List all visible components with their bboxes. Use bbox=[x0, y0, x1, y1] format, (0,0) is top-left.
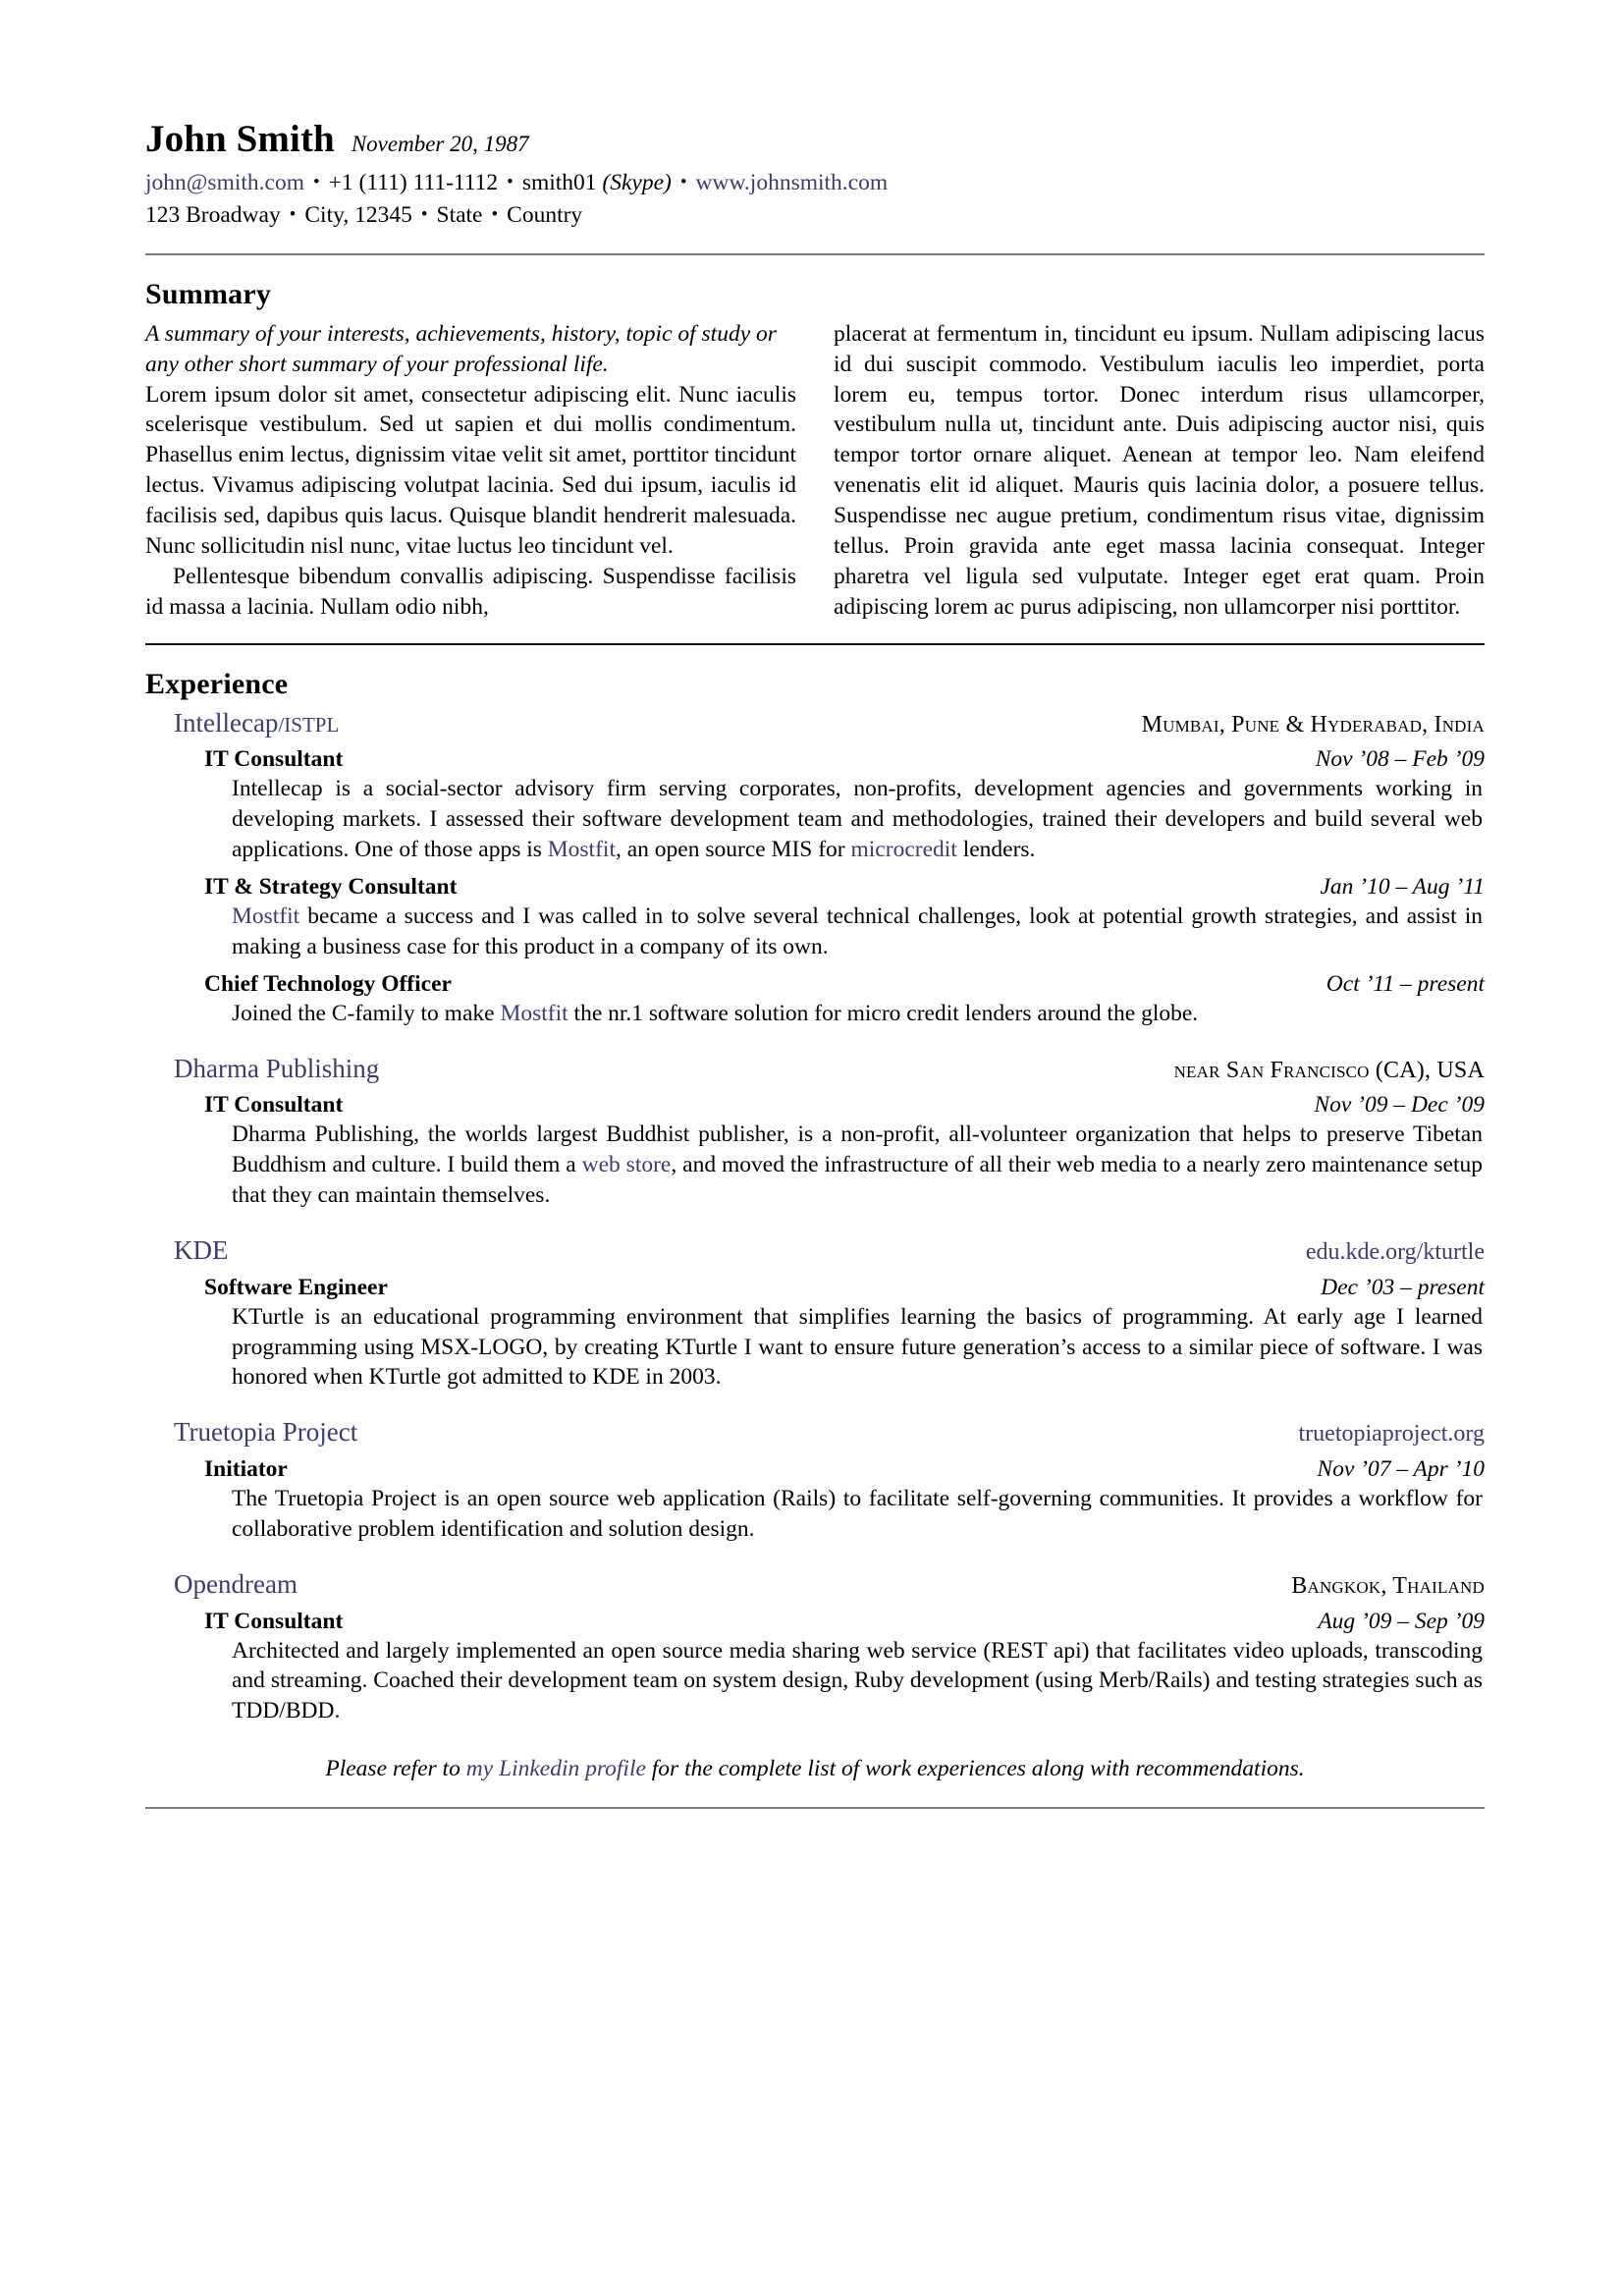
contact-line-address bbox=[145, 199, 1485, 232]
experience-org-name[interactable]: KDE bbox=[174, 1235, 229, 1266]
bullet-separator-icon: • bbox=[679, 172, 687, 192]
linkedin-profile-link[interactable]: my Linkedin profile bbox=[465, 1756, 646, 1782]
address-country: Country bbox=[507, 202, 583, 229]
experience-role-title: Chief Technology Officer bbox=[204, 970, 452, 997]
experience-org-location: Mumbai, Pune & Hyderabad, India bbox=[1141, 711, 1485, 738]
experience-role-header bbox=[145, 874, 1485, 901]
description-text: Intellecap is a social-sector advisory firm serving corporates, non-profits, development agencies and governments working in developing markets. I assessed their software development team and methodologies, trained their developers and build several web applications. One of those apps is bbox=[232, 776, 1483, 863]
experience-org-name[interactable]: Dharma Publishing bbox=[174, 1053, 380, 1083]
experience-role-description bbox=[145, 1120, 1485, 1211]
experience-org-location: Bangkok, Thailand bbox=[1291, 1572, 1485, 1599]
bullet-separator-icon: • bbox=[491, 204, 499, 226]
description-text: Joined the C-family to make bbox=[232, 1000, 501, 1026]
experience-role-dates: Jan ’10 – Aug ’11 bbox=[1320, 873, 1485, 900]
address-city-zip: City, 12345 bbox=[304, 202, 412, 229]
inline-link[interactable]: microcredit bbox=[850, 837, 957, 863]
summary-column-left bbox=[145, 319, 796, 623]
summary-columns bbox=[145, 319, 1485, 623]
inline-link[interactable]: Mostfit bbox=[232, 902, 300, 929]
experience-role-dates: Dec ’03 – present bbox=[1321, 1274, 1485, 1300]
skype-label: (Skype) bbox=[602, 170, 672, 195]
header-divider bbox=[145, 253, 1485, 255]
inline-link[interactable]: Mostfit bbox=[500, 1000, 568, 1026]
experience-role-title: IT & Strategy Consultant bbox=[204, 873, 458, 900]
experience-role-title: Initiator bbox=[204, 1456, 288, 1483]
summary-intro: A summary of your interests, achievements, history, topic of study or any other short summary of your professional life. bbox=[145, 320, 777, 377]
experience-role-description bbox=[145, 774, 1485, 865]
experience-role-title: Software Engineer bbox=[204, 1274, 388, 1300]
footnote-suffix: for the complete list of work experiences along with recommendations. bbox=[645, 1756, 1305, 1782]
description-text: lenders. bbox=[956, 837, 1036, 863]
website-link[interactable]: www.johnsmith.com bbox=[695, 170, 889, 195]
experience-role-description bbox=[145, 1302, 1485, 1394]
experience-org-url[interactable]: truetopiaproject.org bbox=[1298, 1421, 1485, 1448]
experience-org-location: near San Francisco (CA), USA bbox=[1173, 1057, 1485, 1083]
experience-org-name-suffix: /ISTPL bbox=[278, 712, 340, 737]
experience-org-name[interactable]: Intellecap/ISTPL bbox=[174, 707, 340, 738]
description-text: the nr.1 software solution for micro credit lenders around the globe. bbox=[568, 1000, 1199, 1026]
experience-role-header bbox=[145, 1456, 1485, 1483]
section-title-experience: Experience bbox=[145, 667, 289, 700]
page-title: John Smith bbox=[145, 118, 335, 160]
description-text: became a success and I was called in to solve several technical challenges, look at potential growth strategies, and assist in making a business case for this product in a company of its own. bbox=[232, 902, 1483, 959]
summary-paragraph-2: Pellentesque bibendum convallis adipiscing. Suspendisse facilisis id massa a lacinia. Nullam odio nibh, bbox=[145, 563, 796, 620]
experience-org-header bbox=[145, 1418, 1485, 1448]
experience-org-url[interactable]: edu.kde.org/kturtle bbox=[1305, 1239, 1485, 1266]
description-text: KTurtle is an educational programming environment that simplifies learning the basics of programming. At early age I learned programming using MSX-LOGO, by creating KTurtle I want to ensure future generation’s access to a similar piece of software. I was honored when KTurtle got admitted to KDE in 2003. bbox=[232, 1303, 1483, 1391]
experience-role-dates: Oct ’11 – present bbox=[1325, 970, 1485, 997]
section-title-summary: Summary bbox=[145, 277, 272, 310]
experience-role-title: IT Consultant bbox=[204, 746, 344, 773]
resume-header bbox=[145, 120, 1485, 233]
experience-role-dates: Nov ’09 – Dec ’09 bbox=[1314, 1092, 1485, 1119]
address-state: State bbox=[436, 202, 483, 229]
experience-role-header bbox=[145, 746, 1485, 773]
description-text: , and moved the infrastructure of all their web media to a nearly zero maintenance setup that they can maintain themselves. bbox=[232, 1152, 1483, 1209]
summary-paragraph-1: Lorem ipsum dolor sit amet, consectetur adipiscing elit. Nunc iaculis scelerisque vestibulum. Sed ut sapien et dui mollis condimentum. Phasellus enim lectus, dignissim vitae velit sit amet, porttitor tincidunt lectus. Vivamus adipiscing volutpat lacinia. Sed dui ipsum, iaculis id facilisis sed, dapibus quis lacus. Quisque blandit hendrerit malesuada. Nunc sollicitudin nisl nunc, vitae luctus leo tincidunt vel. bbox=[145, 381, 796, 559]
summary-divider bbox=[145, 643, 1485, 645]
experience-role-description bbox=[145, 1636, 1485, 1727]
experience-org-header bbox=[145, 709, 1485, 738]
summary-paragraph-3: placerat at fermentum in, tincidunt eu ipsum. Nullam adipiscing lacus id dui suscipit commodo. Vestibulum iaculis leo imperdiet, porta lorem eu, tempus tortor. Donec interdum risus ullamcorper, vestibulum nulla ut, tincidunt ante. Duis adipiscing auctor nisi, quis tempor tortor ornare aliquet. Aenean at tempor leo. Nam eleifend venenatis elit id aliquet. Mauris quis lacinia dolor, a posuere tellus. Suspendisse nec augue pretium, condimentum risus vitae, dignissim tellus. Proin gravida ante eget massa lacinia consequat. Integer pharetra vel ligula sed vulputate. Integer eget erat quam. Proin adipiscing lorem ac purus adipiscing, non ullamcorper nisi porttitor. bbox=[834, 320, 1485, 620]
address-street: 123 Broadway bbox=[145, 202, 281, 229]
experience-role-title: IT Consultant bbox=[204, 1092, 344, 1119]
experience-footnote bbox=[145, 1756, 1485, 1782]
description-text: Architected and largely implemented an open source media sharing web service (REST api) that facilitates video uploads, transcoding and streaming. Coached their development team on system design, Ruby development (using Merb/Rails) and testing strategies such as TDD/BDD. bbox=[232, 1637, 1483, 1724]
experience-role-description bbox=[145, 999, 1485, 1029]
experience-role-header bbox=[145, 1609, 1485, 1635]
bullet-separator-icon: • bbox=[289, 204, 297, 226]
description-text: The Truetopia Project is an open source web application (Rails) to facilitate self-governing communities. It provides a workflow for collaborative problem identification and solution design. bbox=[232, 1486, 1483, 1542]
experience-org-name[interactable]: Truetopia Project bbox=[174, 1417, 358, 1448]
experience-org-header bbox=[145, 1570, 1485, 1600]
experience-org-header bbox=[145, 1055, 1485, 1084]
experience-role-dates: Nov ’07 – Apr ’10 bbox=[1317, 1456, 1485, 1483]
bullet-separator-icon: • bbox=[507, 172, 514, 192]
experience-divider bbox=[145, 1807, 1485, 1809]
birthdate: November 20, 1987 bbox=[351, 132, 529, 156]
experience-role-description bbox=[145, 902, 1485, 962]
description-text: Dharma Publishing, the worlds largest Buddhist publisher, is a non-profit, all-volunteer organization that helps to preserve Tibetan Buddhism and culture. I build them a bbox=[232, 1121, 1483, 1178]
inline-link[interactable]: web store bbox=[581, 1152, 672, 1178]
experience-role-dates: Aug ’09 – Sep ’09 bbox=[1318, 1608, 1485, 1634]
footnote-prefix: Please refer to bbox=[325, 1756, 466, 1782]
description-text: , an open source MIS for bbox=[615, 837, 851, 863]
experience-role-header bbox=[145, 971, 1485, 998]
experience-role-dates: Nov ’08 – Feb ’09 bbox=[1315, 746, 1485, 773]
experience-list bbox=[145, 709, 1485, 1727]
bullet-separator-icon: • bbox=[420, 204, 428, 226]
name-line bbox=[145, 120, 1485, 158]
skype-handle: smith01 bbox=[521, 170, 597, 195]
experience-org-header bbox=[145, 1236, 1485, 1266]
phone-number: +1 (111) 111-1112 bbox=[328, 170, 499, 195]
email-link[interactable]: john@smith.com bbox=[145, 170, 304, 195]
bullet-separator-icon: • bbox=[313, 172, 320, 192]
experience-role-description bbox=[145, 1484, 1485, 1545]
inline-link[interactable]: Mostfit bbox=[547, 837, 616, 863]
experience-role-header bbox=[145, 1275, 1485, 1301]
experience-role-title: IT Consultant bbox=[204, 1608, 344, 1634]
contact-line-primary bbox=[145, 167, 1485, 199]
summary-column-right bbox=[834, 319, 1485, 623]
experience-role-header bbox=[145, 1092, 1485, 1119]
experience-org-name[interactable]: Opendream bbox=[174, 1568, 298, 1599]
